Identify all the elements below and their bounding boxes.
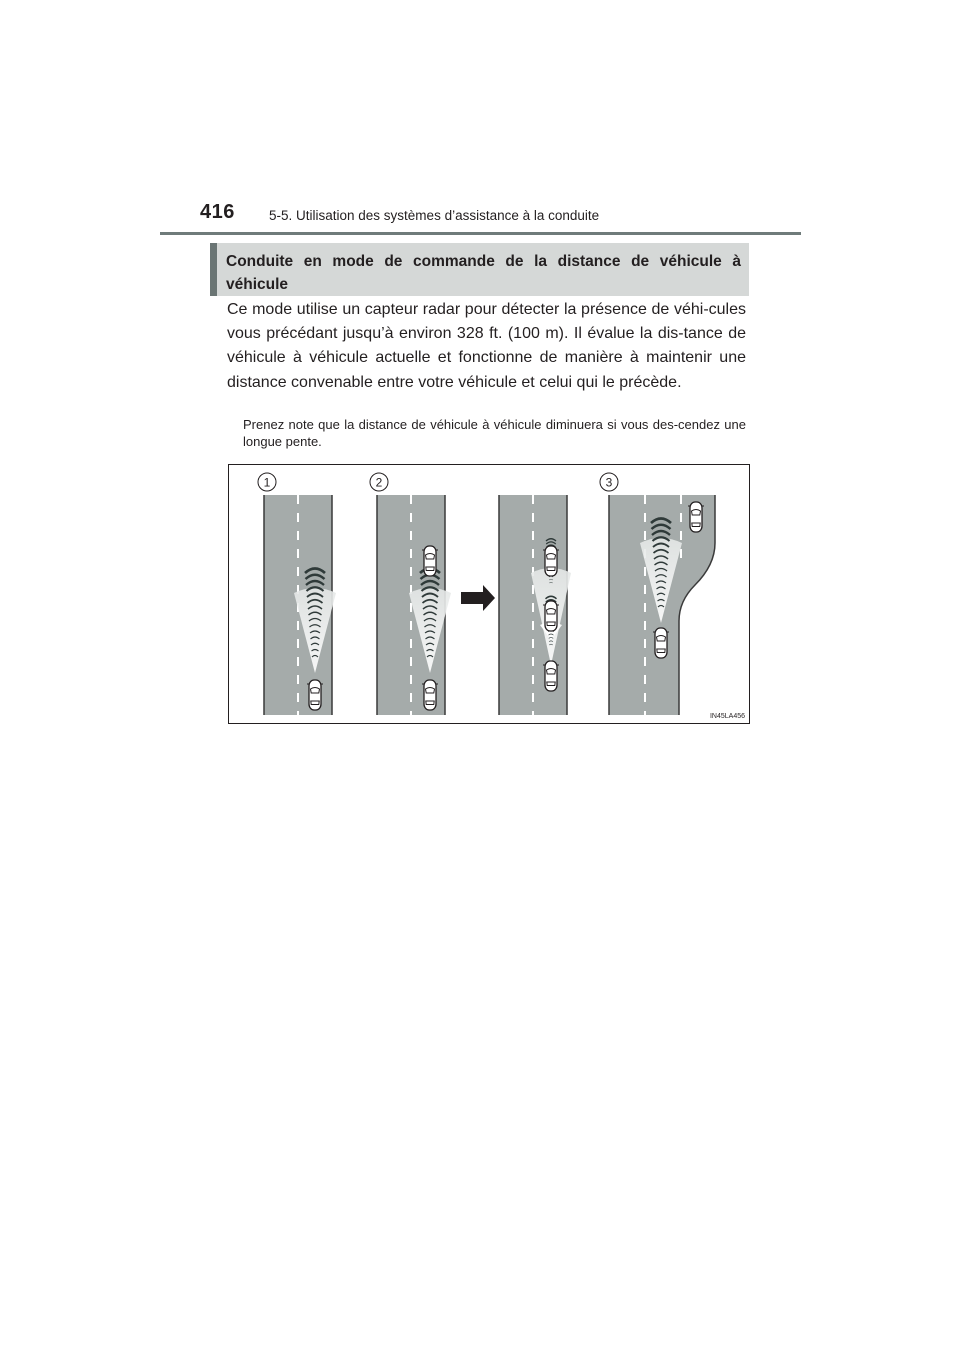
road-scene-2 <box>377 495 451 715</box>
road-scene-3 <box>609 495 715 715</box>
header-rule <box>160 232 801 235</box>
road-scene-1 <box>264 495 336 715</box>
illustration-figure <box>228 464 750 724</box>
step-1-label: 1 <box>263 475 271 490</box>
illustration-svg <box>229 465 751 725</box>
road-scene-2-result <box>499 495 571 715</box>
step-3-label: 3 <box>605 475 613 490</box>
figure-code: IN45LA456 <box>709 713 745 720</box>
step-2-label: 2 <box>375 475 383 490</box>
chapter-header: 5-5. Utilisation des systèmes d’assistance à la conduite <box>269 208 600 223</box>
right-arrow-icon <box>461 585 495 611</box>
page-number: 416 <box>200 201 235 223</box>
section-heading-bar <box>210 243 217 296</box>
body-paragraph: Ce mode utilise un capteur radar pour détecter la présence de véhi-cules vous précédant jusqu’à environ 328 ft. (100 m). Il évalue la dis-tance de véhicule à véhicule actuelle et fonctionne de manière à maintenir une distance convenable entre votre véhicule et celui qui le précède. <box>227 301 746 391</box>
section-heading <box>210 243 749 296</box>
note-paragraph: Prenez note que la distance de véhicule à véhicule diminuera si vous des-cendez une longue pente. <box>243 417 746 449</box>
section-title: Conduite en mode de commande de la distance de véhicule à véhicule <box>226 253 741 293</box>
